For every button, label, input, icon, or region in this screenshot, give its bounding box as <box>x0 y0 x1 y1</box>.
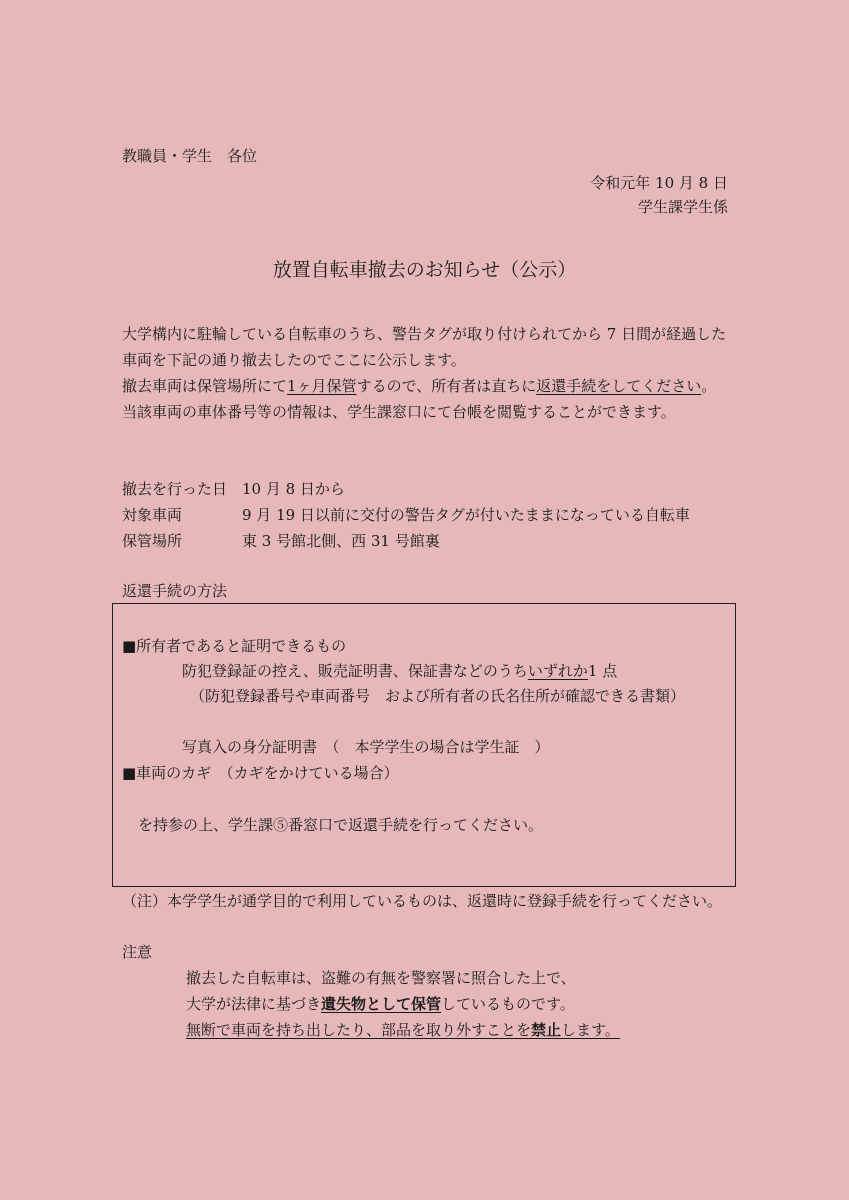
procedure-closing: を持参の上、学生課⑤番窓口で返還手続を行ってください。 <box>138 816 544 834</box>
target-value: 9 月 19 日以前に交付の警告タグが付いたままになっている自転車 <box>242 506 690 524</box>
docs-text-a: 防犯登録証の控え、販売証明書、保証書などのうち <box>182 662 528 680</box>
caution-line-3 <box>186 1020 620 1040</box>
docs-any-one: いずれか <box>527 662 588 680</box>
return-instruction: 返還手続をしてください <box>536 377 702 395</box>
intro-line-3-c: 。 <box>701 377 717 395</box>
addressee: 教職員・学生 各位 <box>122 147 258 165</box>
caution-line-3-c: します。 <box>561 1021 620 1039</box>
issuer: 学生課学生係 <box>637 198 728 216</box>
caution-heading: 注意 <box>122 943 153 961</box>
target-label: 対象車両 <box>122 506 183 524</box>
intro-line-3 <box>122 376 716 396</box>
docs-text-b: 1 点 <box>587 662 618 680</box>
intro-line-1: 大学構内に駐輪している自転車のうち、警告タグが取り付けられてから 7 日間が経過した <box>122 325 727 343</box>
procedure-item-owner-proof-docs <box>182 661 617 681</box>
intro-line-3-b: するので、所有者は直ちに <box>356 377 537 395</box>
removal-date-label: 撤去を行った日 <box>122 480 228 498</box>
caution-line-2-a: 大学が法律に基づき <box>186 995 322 1013</box>
procedure-item-key: ■車両のカギ （カギをかけている場合） <box>122 764 399 782</box>
intro-line-3-a: 撤去車両は保管場所にて <box>122 377 288 395</box>
procedure-heading: 返還手続の方法 <box>122 582 228 600</box>
storage-value: 東 3 号館北側、西 31 号館裏 <box>242 532 440 550</box>
caution-line-1: 撤去した自転車は、盗難の有無を警察署に照合した上で、 <box>186 969 576 987</box>
removal-date-value: 10 月 8 日から <box>242 480 345 498</box>
procedure-item-owner-proof: ■所有者であると証明できるもの <box>122 637 347 655</box>
issue-date: 令和元年 10 月 8 日 <box>590 174 728 192</box>
caution-line-3-a: 無断で車両を持ち出したり、部品を取り外すことを <box>186 1021 532 1039</box>
document-title: 放置自転車撤去のお知らせ（公示） <box>272 259 577 281</box>
caution-line-2-c: しているものです。 <box>441 995 575 1013</box>
prohibited: 禁止 <box>531 1021 562 1039</box>
storage-period: 1ヶ月保管 <box>287 377 357 395</box>
intro-line-2: 車両を下記の通り撤去したのでここに公示します。 <box>122 351 466 369</box>
student-note: （注）本学学生が通学目的で利用しているものは、返還時に登録手続を行ってください。 <box>122 892 723 910</box>
storage-label: 保管場所 <box>122 532 183 550</box>
procedure-item-owner-proof-note: （防犯登録番号や車両番号 および所有者の氏名住所が確認できる書類） <box>190 687 686 705</box>
caution-line-2 <box>186 994 575 1014</box>
intro-line-4: 当該車両の車体番号等の情報は、学生課窓口にて台帳を閲覧することができます。 <box>122 403 676 421</box>
lost-property-storage: 遺失物として保管 <box>321 995 442 1013</box>
procedure-item-photo-id: 写真入の身分証明書 （ 本学学生の場合は学生証 ） <box>182 738 550 756</box>
